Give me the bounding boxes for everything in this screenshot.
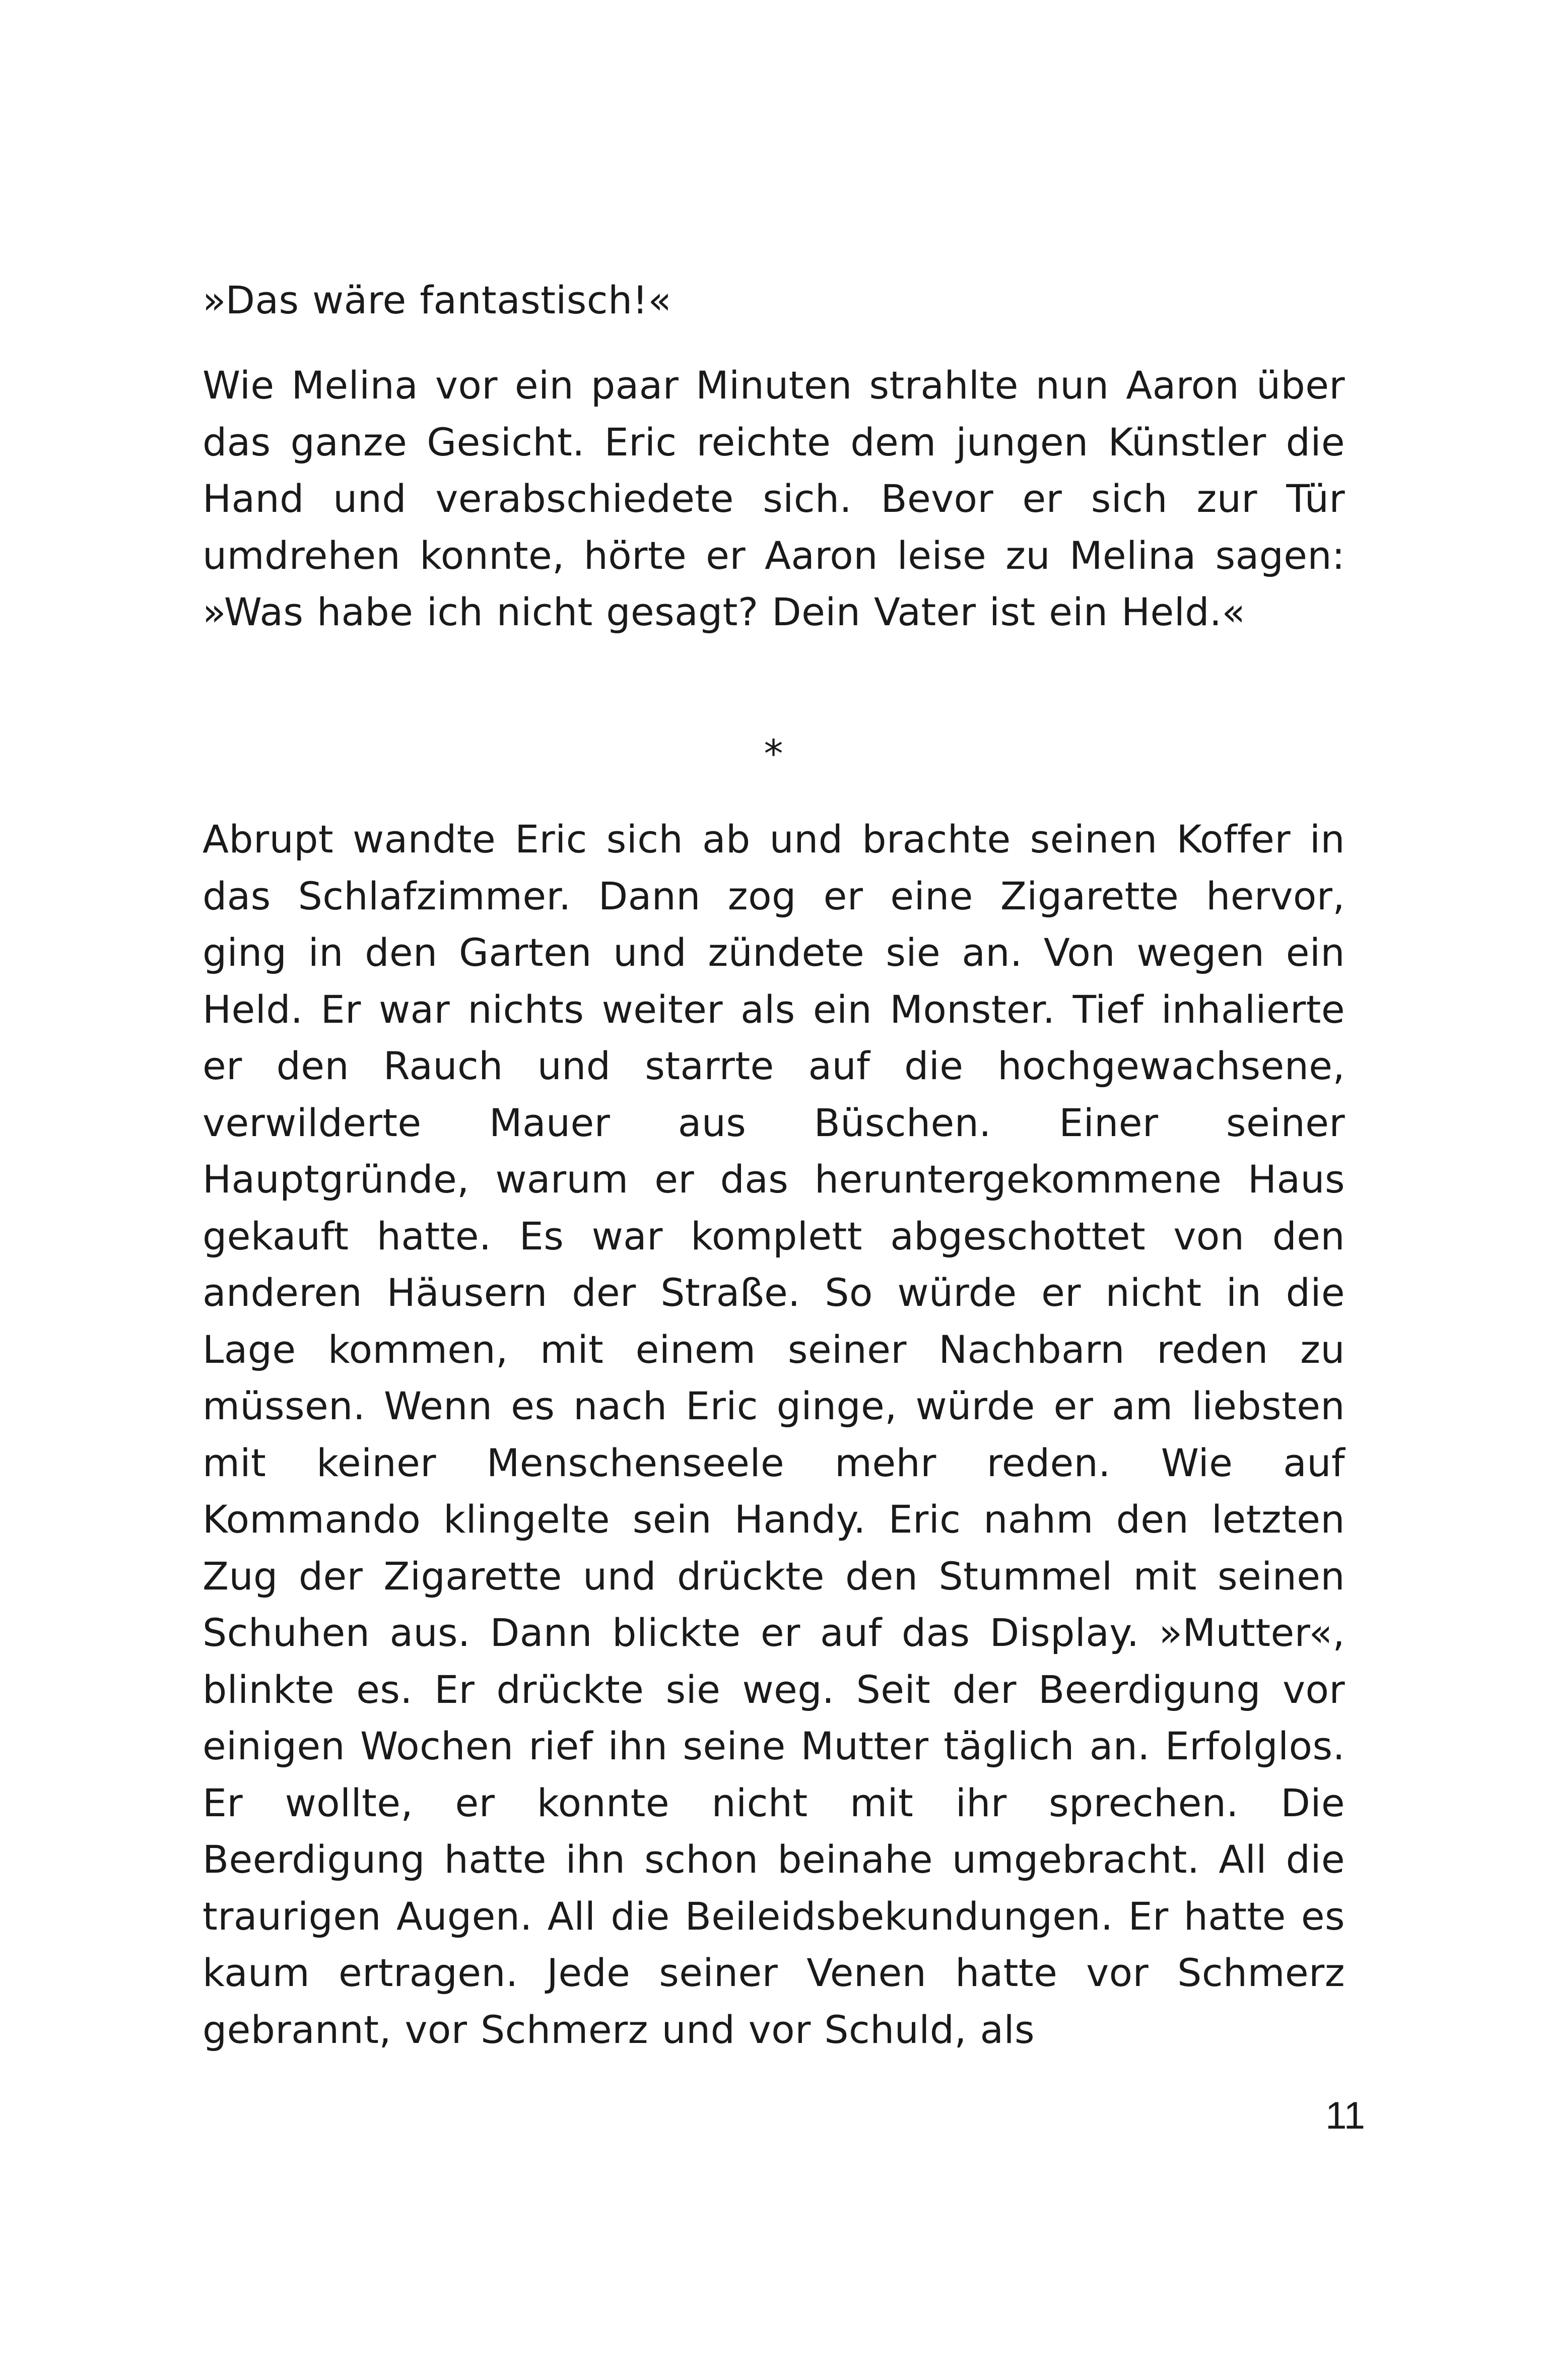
scene-break-asterisk: * [764,731,783,776]
page-number: 11 [1325,2094,1365,2137]
paragraph-eric-garden [203,811,1345,2058]
paragraph-text: Wie Melina vor ein paar Minuten strahlte nun Aaron über das ganze Gesicht. Eric reichte dem jungen Künstler die Hand und verabschiedete sich. Bevor er sich zur Tür umdrehen konnte, hörte er Aaron leise zu Melina sagen: »Was habe ich nicht gesagt? Dein Vater ist ein Held.« [203,363,1345,634]
paragraph-text: Abrupt wandte Eric sich ab und brachte seinen Koffer in das Schlafzimmer. Dann zog er eine Zigarette hervor, ging in den Garten und zündete sie an. Von wegen ein Held. Er war nichts weiter als ein Monster. Tief inhalierte er den Rauch und starrte auf die hochgewachsene, verwilderte Mauer aus Büschen. Einer seiner Hauptgründe, warum er das heruntergekommene Haus gekauft hatte. Es war komplett abgeschottet von den anderen Häusern der Straße. So würde er nicht in die Lage kommen, mit einem seiner Nachbarn reden zu müssen. Wenn es nach Eric ginge, würde er am liebsten mit keiner Menschenseele mehr reden. Wie auf Kommando klingelte sein Handy. Eric nahm den letzten Zug der Zigarette und drückte den Stummel mit seinen Schuhen aus. Dann blickte er auf das Display. »Mutter«, blinkte es. Er drückte sie weg. Seit der Beerdigung vor einigen Wochen rief ihn seine Mutter täglich an. Erfolglos. Er wollte, er konnte nicht mit ihr sprechen. Die Beerdigung hatte ihn schon beinahe umgebracht. All die traurigen Augen. All die Beileidsbekundungen. Er hatte es kaum ertragen. Jede seiner Venen hatte vor Schmerz gebrannt, vor Schmerz und vor Schuld, als [203,817,1345,2052]
paragraph-opening-quote [203,272,1345,329]
paragraph-text: »Das wäre fantastisch!« [203,278,672,322]
paragraph-aaron-compliment [203,357,1345,641]
